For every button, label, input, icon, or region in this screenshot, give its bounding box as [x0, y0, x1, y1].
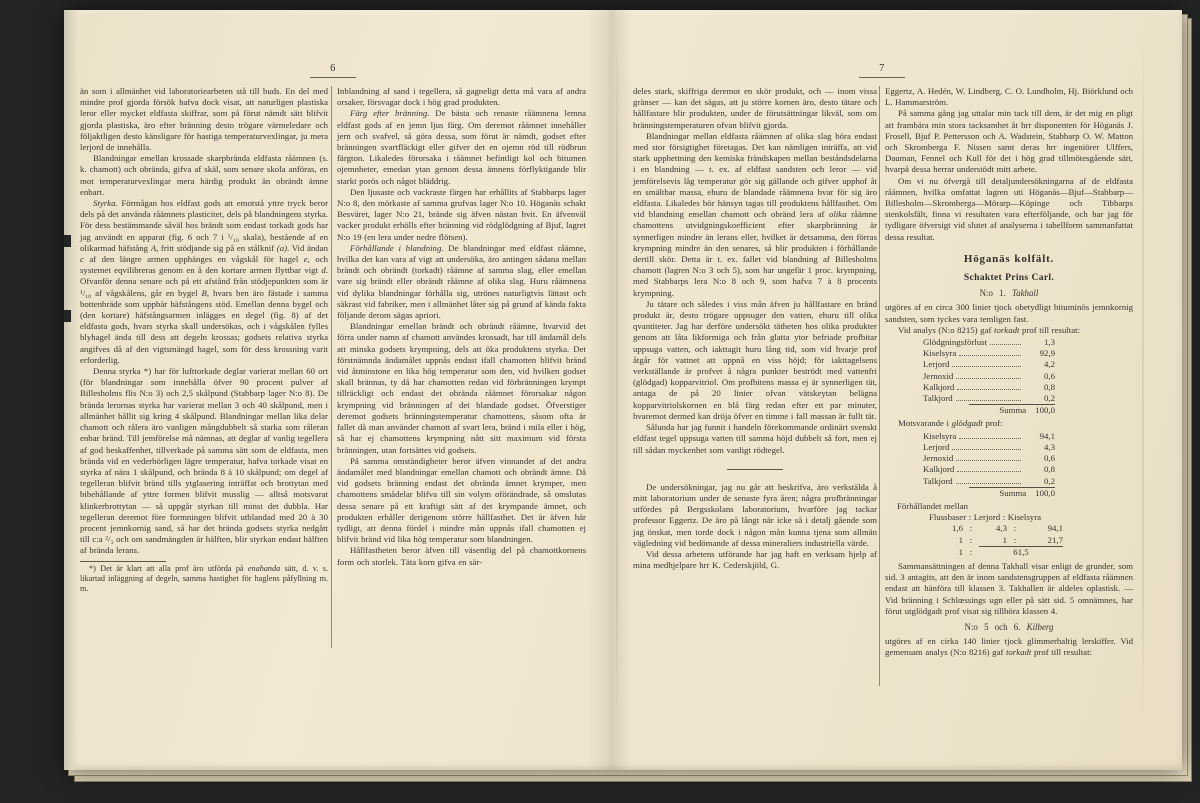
ratio-intro: Förhållandet mellan [897, 500, 968, 511]
heading-sample: N:o 5 och 6. Kilberg [964, 621, 1054, 632]
ratio-cell: 1,6 [952, 523, 963, 534]
analysis-component-label: Talkjord [923, 393, 953, 404]
analysis-row [923, 359, 1055, 370]
analysis-value: 0,2 [1044, 475, 1055, 486]
analysis-value: 0,6 [1044, 370, 1055, 381]
analysis-component-label: Lerjord [923, 359, 950, 370]
ratio-row [937, 523, 1133, 534]
paragraph: Blandningar mellan eldfasta råämnen af olika slag böra endast med stor försigtighet företagas. Det kan nämligen inträffa, att vid stark upphettning den kemiska frändskapen mellan beståndsdelarna i en blandning — t. ex. af eldfast sandsten och leror — vid jemförelsevis låg temperatur gör sig gällande och gifver upphof åt en smältbar massa, ehuru de blandade råämnena hvar för sig äro eldfasta. Likaledes bör hänsyn tagas till produktens hållfasthet. Om vid blandning emellan chamott och obränd lera af olika råämne chamottens utvidgningskoefficient efter skarpbränning är synnerligen mindre än lerans eller, hvilket är detsamma, den förras krympning mindre än den senares, så blir produkten i förhållande dertill skör. Detta är t. ex. fallet vid blandning af Billesholms chamott (lagren N:o 3 och 5), som har ungefär 1 proc. krympning, med Stabbarps lera N:o 8 och 9, som hafva 7 à 8 procents krympning. [633, 130, 878, 298]
dotted-leader [956, 400, 1021, 401]
analysis-sum-row [969, 404, 1055, 416]
analysis-sum-row [969, 487, 1055, 499]
page-fore-edge [64, 10, 78, 770]
page-6 [80, 54, 586, 766]
paragraph: Vid analys (N:o 8215) gaf torkadt prof till resultat: [898, 324, 1081, 335]
paragraph: Blandningar emellan brändt och obrändt råämne, hvarvid det förra under namn af chamott användes krossadt, har till ändamål dels att minska godsets krympning, dels att öka produktens styrka. Det förstnämnda ändamålet uppnås endast ifall chamotten blifvit bränd vid åtminstone en lika hög temperatur som den, vid hvilken godset skall brännas, ty då har chamotten redan vid förbränningen krympt tillräckligt och endast det obrända råämnet förorsakar någon krympning vid bränningen af det blandade godset. Öfverstiger deremot godsets bränningstemperatur chamottens, såsom ofta är fallet då man använder chamott af svart lera, bränd i mila eller i hög, så har ej chamottens krympning nått sitt maximum vid första bränningen, utan fortsättes vid godsets. [337, 321, 586, 455]
analysis-table [923, 337, 1055, 416]
page-edge-notch [64, 235, 71, 247]
paragraph: Ju tätare och således i viss mån äfven ju hållfastare en bränd produkt är, desto trögare uppsuger den vatten, ehuru till olika qvantiteter. Jag har derföre undersökt tätheten hos olika produkter genom att låta likformiga och från glatta ytor befriade profbitar uppsuga vatten, och iakttagit huru lång tid, som vid hvarje prof åtgår för vattnet att uppnå en viss höjd; för iakttagelsens verkställande är profvet å några punkter beströdt med vattenfri (glödgad) kopparvitriol. Om profbitens massa ej är synnerligen tät, antaga de på 20 linier ofvan vätskeytan belägna kopparvitriolskornen en blå färg redan efter ett par minuter, hvaremot dermed kan dröja öfver en timme i fall massan är fullt tät. [633, 298, 877, 421]
analysis-row [923, 476, 1055, 487]
page-7-column-1 [633, 86, 877, 571]
ratio-row [937, 535, 1133, 547]
analysis-value: 0,2 [1044, 393, 1055, 404]
analysis-row [923, 382, 1055, 393]
analysis-row [923, 348, 1055, 359]
paragraph: På samma omständigheter beror äfven vinnandet af det andra ändamålet med blandningar emellan chamott och obrändt ämne. Då vid godsets bränning endast det obrända ämnet krymper, men chamottens smådelar blifva till sin volym oförändrade, så omslutas dessa senare på ett kraftigt sätt af det krympande ämnet, och produkten erhåller derigenom större hållfasthet. Det är äfven här tydligt, att denna fördel i mindre mån uppnås ifall chamotten ej blifvit bränd vid lika hög temperatur som blandningen. [337, 455, 586, 545]
ratio-cell: 94,1 [1047, 523, 1063, 534]
open-book-spread [64, 10, 1182, 770]
page-6-column-2 [337, 86, 586, 568]
ratio-colon: : [1013, 534, 1017, 545]
paragraph: Sålunda har jag funnit i handeln förekommande ordinärt svenskt eldfast tegel uppsuga vatten till samma höjd dubbelt så fort, men ej till sådan myckenhet som vanligt rödtegel. [633, 422, 877, 455]
paragraph: Hållfastheten beror äfven till väsentlig del på chamottkornens form och storlek. Täta korn gifva en sär- [337, 545, 586, 567]
paragraph: Denna styrka *) har för lufttorkade deglar varierat mellan 60 ort (för blandningar som innehålla öfver 90 procent pulver af Billesholms flis N:o 3) och 2,5 skålpund (Stabbarp lager N:o 8). De brända lerornas styrka har varierat mellan 3 och 40 skålpund, men i allmänhet hållit sig kring 4 skålpund. Blandningar mellan lika delar chamott och rålera äro vanligen mångdubbelt så starka som råleran enbar bränd. Till jemförelse må nämnas, att deglar af vanlig tegellera af god beskaffenhet, tillverkade på samma sätt som de eldfasta, men brända vid en vederbörligen lägre temperatur, hafva torkade visat en styrka af nära 1 skålpund, och brända 8 à 10 skålpund; om degel af tegelleran blifvit bränd tills ytglasering inträffat och brottytan med bibehållande af yttre formen blifvit musslig — alltså motsvarat klinkerbrottytan — så uppgår styrkan till minst det dubbla. Har tegelleran deremot före formningen blifvit utblandad med 20 à 30 procent jemnkornig sand, så har det brända godsets styrka nedgått till c:a ²/₃ och om sandmängden är hälften, blir styrkan endast hälften af brända lerans. [80, 366, 328, 556]
dotted-leader [959, 438, 1021, 439]
ratio-colon: : [1013, 523, 1017, 534]
analysis-component-label: Lerjord [923, 441, 950, 452]
paragraph: På samma gång jag uttalar min tack till dem, är det mig en pligt att frambära min stora tacksamhet åt hrr disponenten för Höganäs J. Frosell, Bjuf P. Pettersson och A. Wadstein, Stabbarp O. W. Matton och Skromberga F. Nissen samt deras hrr ingeniörer Ulffers, Dauman, Fennel och Kull för det i hög grad tillmötesgående sätt, hvarpå dessa herrar understödt mitt arbete. [885, 108, 1133, 175]
analysis-value: 4,3 [1044, 441, 1055, 452]
ratio-header: Flussbaser : Lerjord : Kiselsyra [929, 512, 1042, 523]
analysis-value: 1,3 [1044, 337, 1055, 348]
analysis-value: 92,9 [1039, 348, 1055, 359]
paragraph: De undersökningar, jag nu går att beskrifva, äro verkstälda å mitt laboratorium under de senaste fyra åren; några profbränningar utfördes på Bergsskolans laboratorium, hvarföre jag tackar professor Eggertz. De äro på långt när icke så i detalj gående som jag önskat, men torde dock i någon mån kunna tjena som allmän vägledning vid bedömande af dessa mineraliers industriella värde. [633, 481, 877, 548]
column-divider-rule [331, 86, 332, 648]
analysis-component-label: Glödgningsförlust [923, 337, 988, 348]
paragraph: Motsvarande i glödgadt prof: [898, 418, 1003, 429]
dotted-leader [952, 449, 1021, 450]
ratio-tail-group [979, 535, 1063, 547]
dotted-leader [957, 389, 1021, 390]
ratio-colon: : [969, 534, 973, 545]
paragraph: Förhållande i blandning. De blandningar med eldfast råämne, hvilka det kan vara af vigt att undersöka, äro antingen sådana mellan brändt och obrändt (torkadt) råämne af samma slag, eller emellan vare sig brändt eller obrändt råämne af olika slag. Huru råämnena vid dylika blandningar förhålla sig, utrönes naturligtvis lättast och säkrast vid fabriker, men i allmänhet låter sig på grund af kända fakta följande derom sägas apriori. [337, 242, 586, 321]
paragraph: Styrka. Förmågan hos eldfast gods att emotstå yttre tryck beror dels på det använda råämnets plasticitet, dels på blandningens styrka. För dess bestämmande såväl hos brändt som endast torkadt gods har jag användt en apparat (fig. 6 och 7 i ¹/₁₀ skala), bestående af en olikarmad häfstång A, fritt stödjande sig på en stålknif (a). Vid ändan c af den längre armen upphänges en vågskål för hagel e, och systemet eqvilibreras genom en å den kortare armen flyttbar vigt d. Ofvanför denna senare och på ett afstånd från stödjepunkten som är ¹/₁₀ af vågskålens, går en bygel B, hvars ben äro fästade i samma bottenbräde som uppbär häfstångens stöd. Emellan denna bygel och (den kortare) häfstångsarmen inlägges en degel (fig. 8) af det eldfasta gods, hvars styrka skall undersökas, och i vågskålen fylles blyhagel ända till dess att degeln krossas; godsets relativa styrka angifves då af den vigtsmängd hagel, som för dess krossning varit erforderlig. [80, 198, 328, 365]
analysis-value: 4,2 [1044, 359, 1055, 370]
dotted-leader [990, 344, 1021, 345]
paragraph: Vid dessa arbetens utförande har jag haft en verksam hjelp af mina medhjelpare hrr K. Cederskjöld, G. [633, 548, 877, 571]
analysis-value: 0,6 [1044, 453, 1055, 464]
analysis-table [923, 431, 1055, 499]
paragraph: Blandningar emellan krossade skarpbrända eldfasta råämnen (s. k. chamott) och obrända, gifva af skäl, som senare skola anföras, en mot temperaturvexlingar mera härdig produkt än obrändt ämne enbart. [80, 153, 328, 197]
page-number: 7 [879, 63, 885, 74]
paragraph: Om vi nu öfvergå till detaljundersökningarna af de eldfasta råämnen, hvilka omfattat lagren uti Höganäs—Bjuf—Stabbarp—Billesholm—Skromberga—Mörarp—Köpinge och Tibbarps stenkolsfält, finna vi resultaten vara efterföljande, och har jag för tydligare öfversigt vid slutet af analyserna i tabellform sammanfattat dessa resultat. [885, 175, 1133, 242]
ratio-row [937, 547, 1133, 558]
sum-label: Summa [999, 405, 1027, 416]
ratio-colon: : [969, 523, 973, 534]
ratio-cell: 21,7 [1047, 534, 1063, 545]
paragraph: utgöres af en cirka 140 linier tjock glimmerhaltig lerskiffer. Vid gemensam analys (N:o 8216) gaf torkadt prof till resultat: [885, 636, 1133, 658]
heading-coalfield: Höganäs kolfält. [963, 252, 1055, 265]
dotted-leader [956, 460, 1021, 461]
paragraph: Den ljusaste och vackraste färgen har erhållits af Stabbarps lager N:o 8, den mörkaste af samma grufvas lager N:o 10. Höganäs schakt Besväret, lager N:o 21, brände sig äfven nästan hvit. En äfvenväl vacker produkt erhölls efter bränning vid rödglödgning af Bjuf, lagret N:o 19 (en lera under nedre flötsen). [337, 186, 586, 242]
column-divider-rule [879, 86, 880, 686]
ratio-cell: 4,3 [996, 523, 1007, 534]
sum-value: 100,0 [1035, 487, 1055, 498]
analysis-component-label: Kalkjord [923, 381, 955, 392]
analysis-value: 94,1 [1039, 430, 1055, 441]
section-divider [727, 469, 783, 470]
paragraph: Eggertz, A. Hedén, W. Lindberg, C. O. Lundholm, Hj. Biörklund och L. Hammarström. [885, 86, 1133, 108]
footnote: *) Det är klart att alla prof äro utförda på enahanda sätt, d. v. s. likartad inläggning af degeln, samma hastighet för haglens påfyllning m. m. [80, 563, 328, 594]
analysis-value: 0,8 [1044, 381, 1055, 392]
analysis-component-label: Kiselsyra [923, 348, 957, 359]
page-number-rule [859, 77, 905, 78]
heading-sample: N:o 1. Takhall [979, 288, 1039, 299]
page-6-header [80, 58, 586, 78]
page-7 [629, 54, 1135, 766]
ratio-cell: 1 [1002, 534, 1007, 545]
dotted-leader [959, 355, 1021, 356]
analysis-row [923, 431, 1055, 442]
ratio-cell: 1 [958, 546, 963, 557]
analysis-row [923, 337, 1055, 348]
page-7-column-2 [885, 86, 1133, 659]
dotted-leader [957, 471, 1021, 472]
page-7-header [629, 58, 1135, 78]
page-number-rule [310, 77, 356, 78]
dotted-leader [956, 378, 1021, 379]
ratio-tail-group [979, 523, 1063, 534]
analysis-component-label: Talkjord [923, 475, 953, 486]
sum-label: Summa [999, 487, 1027, 498]
paragraph: utgöres af en circa 300 linier tjock obetydligt bituminös jemnkornig sandsten, som tyckes vara temligen fast. [885, 302, 1133, 324]
paper-crease [616, 40, 618, 720]
analysis-component-label: Kiselsyra [923, 430, 957, 441]
analysis-row [923, 371, 1055, 382]
analysis-row [923, 453, 1055, 464]
paragraph: Färg efter bränning. De bästa och renaste råämnena lemna eldfast gods af en jemn ljus färg. Om deremot råämnet innehåller jern och svafvel, så göra dessa, som förut är nämdt, godset efter bränningen svartfläckigt eller gifver det en ojemn röd till rödbrun färgton. Likaledes förorsaka i råämnet befintligt kol och bitumen ojemnheter, emedan ytan genom dessa ämnens förflyktigande blir starkt porös och något bläddrig. [337, 108, 587, 186]
analysis-row [923, 393, 1055, 404]
paper-crease [1142, 40, 1144, 720]
analysis-component-label: Jernoxid [923, 370, 954, 381]
heading-shaft: Schaktet Prins Carl. [963, 272, 1055, 284]
footnote-rule [80, 561, 166, 562]
book-gutter [587, 10, 631, 770]
dotted-leader [956, 483, 1021, 484]
analysis-row [923, 442, 1055, 453]
analysis-component-label: Jernoxid [923, 453, 954, 464]
ratio-table [885, 501, 1133, 558]
paragraph: deles stark, skiffriga deremot en skör produkt, och — inom vissa gränser — kan det sägas, att ju större kornen äro, desto tätare och hållfastare blir produkten, under de förutsättningar likväl, som om bränningstemperaturen ofvan blifvit gjorda. [633, 86, 877, 130]
dotted-leader [952, 366, 1021, 367]
paragraph: än som i allmänhet vid laboratoriearbeten stå till buds. En del med mindre prof gjorda försök hafva dock visat, att naturligen plastiska leror eller mycket eldfasta skiffrar, som på förut nämdt sätt blifvit gjorda plastiska, äro efter bränning desto trögare värmeledare och följaktligen desto känsligare för hastiga temperaturvexlingar, ju mera lerjord de innehålla. [80, 86, 328, 153]
analysis-component-label: Kalkjord [923, 464, 955, 475]
ratio-cell: 61,5 [1013, 546, 1029, 557]
analysis-value: 0,8 [1044, 464, 1055, 475]
page-edge-notch [64, 310, 71, 322]
page-number: 6 [330, 63, 336, 74]
analysis-row [923, 464, 1055, 475]
paragraph: Sammansättningen af denna Takhall visar enligt de grunder, som sid. 3 antagits, att den är inom sandstensgruppen af eldfasta råämnen endast att hänföra till klassen 3. Takhallen är aldeles oplastisk. — Vid bränning i Schlœssings ugn eller på sätt sid. 5 omnämnes, har förut utglödgadt prof visat sig tillhöra klassen 4. [885, 560, 1133, 616]
sum-value: 100,0 [1035, 405, 1055, 416]
ratio-cell: 1 [958, 534, 963, 545]
page-6-column-1 [80, 86, 328, 595]
paragraph: Inblandning af sand i tegellera, så gagneligt detta må vara af andra orsaker, försvagar dock i hög grad produkten. [337, 86, 586, 108]
ratio-colon: : [969, 546, 973, 557]
